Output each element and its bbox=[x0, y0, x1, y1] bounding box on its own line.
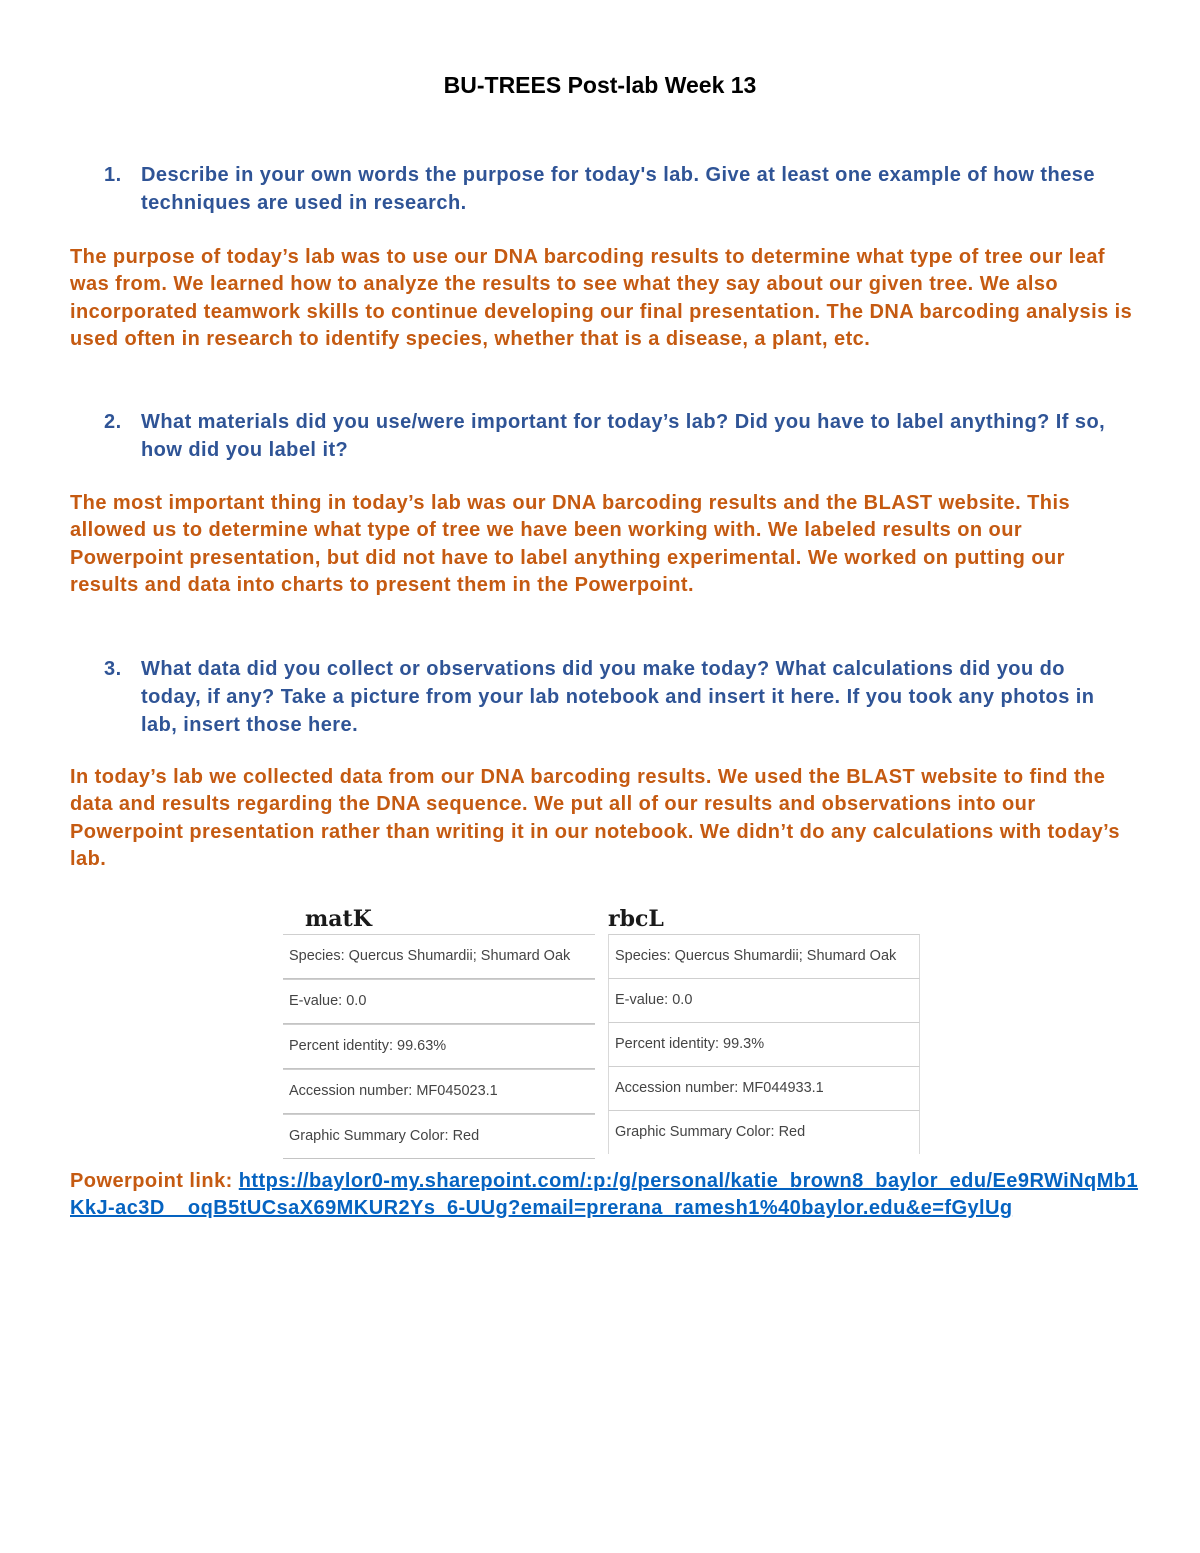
table-title: rbcL bbox=[608, 906, 664, 932]
table-title: matK bbox=[305, 906, 372, 932]
question-text: What materials did you use/were important for today’s lab? Did you have to label anything? If so, how did you label it? bbox=[141, 411, 1106, 461]
table-row: Accession number: MF045023.1 bbox=[283, 1069, 595, 1114]
question-text: Describe in your own words the purpose for today's lab. Give at least one example of how these techniques are used in research. bbox=[141, 164, 1095, 214]
table-row: Species: Quercus Shumardii; Shumard Oak bbox=[608, 934, 920, 978]
question-number: 2. bbox=[104, 411, 122, 433]
question-text: What data did you collect or observations did you make today? What calculations did you do today, if any? Take a picture from your lab notebook and insert it here. If you took any photos in lab, insert those here. bbox=[141, 658, 1095, 736]
rbcl-table bbox=[608, 904, 920, 1154]
answer-3: In today’s lab we collected data from our DNA barcoding results. We used the BLAST website to find the data and results regarding the DNA sequence. We put all of our results and observations into our Powerpoint presentation rather than writing it in our notebook. We didn’t do any calculations with today’s lab. bbox=[70, 766, 1120, 871]
powerpoint-link[interactable]: https://baylor0-my.sharepoint.com/:p:/g/personal/katie_brown8_baylor_edu/Ee9RWiNqMb1KkJ-ac3D__oqB5tUCsaX69MKUR2Ys_6-UUg?email=prerana_ramesh1%40baylor.edu&e=fGylUg bbox=[70, 1170, 1139, 1219]
answer-1: The purpose of today’s lab was to use our DNA barcoding results to determine what type of tree our leaf was from. We learned how to analyze the results to see what they say about our given tree. We also incorporated teamwork skills to continue developing our final presentation. The DNA barcoding analysis is used often in research to identify species, whether that is a disease, a plant, etc. bbox=[70, 246, 1133, 351]
table-row: Graphic Summary Color: Red bbox=[608, 1110, 920, 1154]
table-row: Percent identity: 99.3% bbox=[608, 1022, 920, 1066]
matk-table bbox=[283, 904, 595, 1159]
table-row: E-value: 0.0 bbox=[283, 979, 595, 1024]
question-1 bbox=[104, 161, 1114, 217]
table-row: Accession number: MF044933.1 bbox=[608, 1066, 920, 1110]
results-tables bbox=[283, 904, 923, 1144]
table-row: Species: Quercus Shumardii; Shumard Oak bbox=[283, 934, 595, 979]
question-number: 1. bbox=[104, 164, 122, 186]
link-label: Powerpoint link: bbox=[70, 1170, 239, 1192]
question-number: 3. bbox=[104, 658, 122, 680]
powerpoint-link-block bbox=[70, 1168, 1140, 1222]
table-row: Percent identity: 99.63% bbox=[283, 1024, 595, 1069]
page-title: BU-TREES Post-lab Week 13 bbox=[443, 72, 757, 98]
answer-2: The most important thing in today’s lab was our DNA barcoding results and the BLAST website. This allowed us to determine what type of tree we have been working with. We labeled results on our Powerpoint presentation, but did not have to label anything experimental. We worked on putting our results and data into charts to present them in the Powerpoint. bbox=[70, 492, 1071, 597]
question-3 bbox=[104, 655, 1114, 739]
table-row: Graphic Summary Color: Red bbox=[283, 1114, 595, 1159]
table-row: E-value: 0.0 bbox=[608, 978, 920, 1022]
question-2 bbox=[104, 408, 1114, 464]
